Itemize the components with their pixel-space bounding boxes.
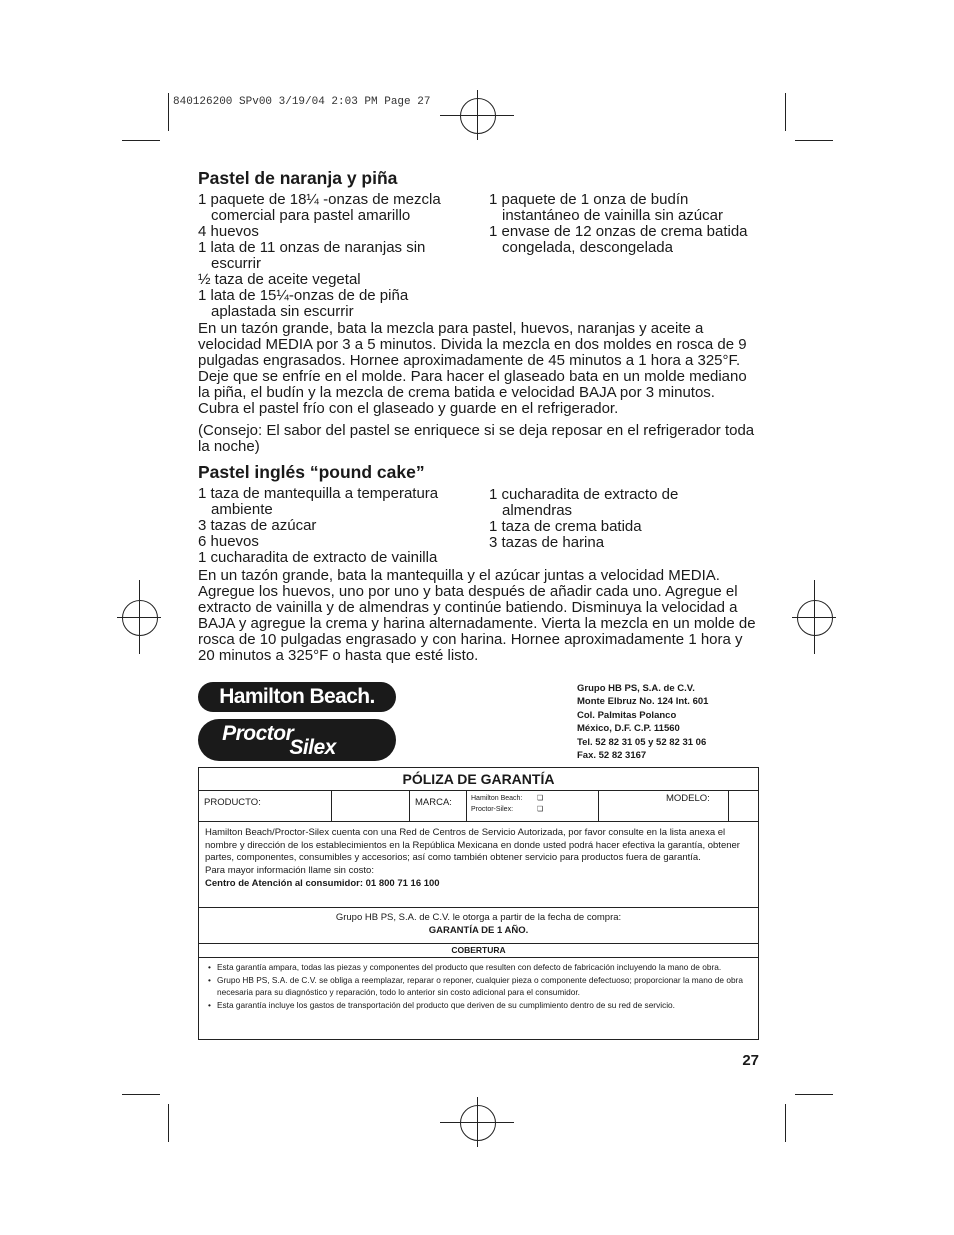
warranty-form <box>198 767 759 1040</box>
proctor-silex-logo <box>198 719 396 761</box>
checkbox-proctor[interactable]: ❏ <box>537 806 544 813</box>
brand-options <box>471 793 544 815</box>
grant-text: Grupo HB PS, S.A. de C.V. le otorga a partir de la fecha de compra: <box>335 912 622 923</box>
page-number: 27 <box>742 1052 759 1069</box>
print-slug: 840126200 SPv00 3/19/04 2:03 PM Page 27 <box>173 96 431 108</box>
ingredient: 1 taza de mantequilla a temperatura ambiente <box>198 485 439 518</box>
service-text: Hamilton Beach/Proctor-Silex cuenta con una Red de Centros de Servicio Autorizada, por favor consulte en la lista anexa el nombre y dirección de los establecimientos en la República Mexicana en donde usted podrá hacer efectiva la garantía, obtener partes, componentes, consumibles y accesorios; así como también obtener servicio para productos fuera de garantía. <box>205 827 740 864</box>
checkbox-hamilton[interactable]: ❏ <box>537 795 544 802</box>
coverage-item: • Esta garantía incluye los gastos de transportación del producto que deriven de su cumplimiento dentro de su red de servicio. <box>203 999 759 1012</box>
product-row <box>199 791 758 822</box>
info-text: Para mayor información llame sin costo: <box>205 865 374 877</box>
grant-section <box>199 908 758 944</box>
ingredient: 1 paquete de 1 onza de budín instantáneo de vainilla sin azúcar <box>489 191 723 224</box>
modelo-field[interactable] <box>729 791 758 821</box>
coverage-list <box>199 961 759 1011</box>
ingredient: 3 tazas de azúcar <box>198 517 317 534</box>
ingredient: 6 huevos <box>198 533 259 550</box>
ingredient: 4 huevos <box>198 223 259 240</box>
recipe-tip: (Consejo: El sabor del pastel se enriquece si se deja reposar en el refrigerador toda la noche) <box>198 422 755 455</box>
ingredient: 3 tazas de harina <box>489 534 605 551</box>
address-line: Fax. 52 82 3167 <box>577 750 647 762</box>
address-line: Col. Palmitas Polanco <box>577 709 677 721</box>
brand-option-proctor: Proctor-Silex: ❏ <box>471 806 544 813</box>
company-address <box>577 682 708 762</box>
recipe-title-orange-pineapple: Pastel de naranja y piña <box>198 168 398 188</box>
ingredients-left-1 <box>198 192 468 320</box>
recipe-title-pound-cake: Pastel inglés “pound cake” <box>198 462 425 482</box>
producto-label: PRODUCTO: <box>204 797 261 808</box>
ingredient: 1 paquete de 18¼ -onzas de mezcla comercial para pastel amarillo <box>198 191 441 224</box>
ingredient: 1 lata de 15¼-onzas de de piña aplastada sin escurrir <box>198 287 409 320</box>
ingredient: 1 envase de 12 onzas de crema batida congelada, descongelada <box>489 223 748 256</box>
warranty-title: PÓLIZA DE GARANTÍA <box>199 768 758 791</box>
ingredient: 1 cucharadita de extracto de almendras <box>489 486 679 519</box>
brand-option-hamilton: Hamilton Beach: ❏ <box>471 795 544 802</box>
recipe-instructions: En un tazón grande, bata la mantequilla y el azúcar juntas a velocidad MEDIA. Agregue los huevos, uno por uno y bata después de añadir cada uno. Agregue el extracto de vainilla y de almendras y continúe batiendo. Disminuya la velocidad a BAJA y agregue la crema y harina alternadamente. Vierta la mezcla en un molde de rosca de 10 pulgadas engrasado y con harina. Hornee aproximadamente 1 hora y 20 minutos a 325°F o hasta que esté listo. <box>198 567 756 664</box>
coverage-item: • Esta garantía ampara, todas las piezas y componentes del producto que resulten con defecto de fabricación incluyendo la mano de obra. <box>203 961 759 974</box>
grant-period: GARANTÍA DE 1 AÑO. <box>428 924 529 936</box>
ingredients-left-2 <box>198 486 468 566</box>
coverage-title: COBERTURA <box>199 944 758 958</box>
hotline-text: Centro de Atención al consumidor: 01 800 71 16 100 <box>205 877 440 889</box>
address-line: Grupo HB PS, S.A. de C.V. <box>577 683 695 694</box>
logo-text: Hamilton Beach. <box>219 685 375 708</box>
producto-field[interactable] <box>332 791 408 821</box>
address-line: México, D.F. C.P. 11560 <box>577 723 680 735</box>
service-info <box>199 822 758 908</box>
ingredients-right-2 <box>489 487 759 551</box>
modelo-label: MODELO: <box>666 793 710 804</box>
ingredient: 1 cucharadita de extracto de vainilla <box>198 549 438 566</box>
coverage-item: • Grupo HB PS, S.A. de C.V. se obliga a reemplazar, reparar o reponer, cualquier pieza o componente defectuoso; proporcionar la mano de obra necesaria para su diagnóstico y reparación, todo lo anterior sin costo adicional para el consumidor. <box>203 974 759 999</box>
ingredients-right-1 <box>489 192 759 256</box>
ingredient: ½ taza de aceite vegetal <box>198 271 361 288</box>
ingredient: 1 taza de crema batida <box>489 518 642 535</box>
recipe1-body <box>198 321 758 455</box>
recipe-instructions: En un tazón grande, bata la mezcla para pastel, huevos, naranjas y aceite a velocidad MEDIA por 3 a 5 minutos. Divida la mezcla en dos moldes en rosca de 9 pulgadas engrasados. Hornee aproximadamente de 45 minutos a 1 hora a 325°F. Deje que se enfríe en el molde. Para hacer el glaseado bata en un molde mediano la piña, el budín y la mezcla de crema batida e velocidad BAJA por 3 minutos. Cubra el pastel frío con el glaseado y guarde en el refrigerador. <box>198 320 747 417</box>
marca-label: MARCA: <box>415 797 452 808</box>
address-line: Tel. 52 82 31 05 y 52 82 31 06 <box>577 736 707 748</box>
ingredient: 1 lata de 11 onzas de naranjas sin escurrir <box>198 239 426 272</box>
logo-text-silex: Silex <box>289 736 336 759</box>
recipe2-body <box>198 568 758 664</box>
logo-text-proctor: Proctor <box>222 722 294 745</box>
address-line: Monte Elbruz No. 124 Int. 601 <box>577 696 709 708</box>
hamilton-beach-logo <box>198 682 396 712</box>
